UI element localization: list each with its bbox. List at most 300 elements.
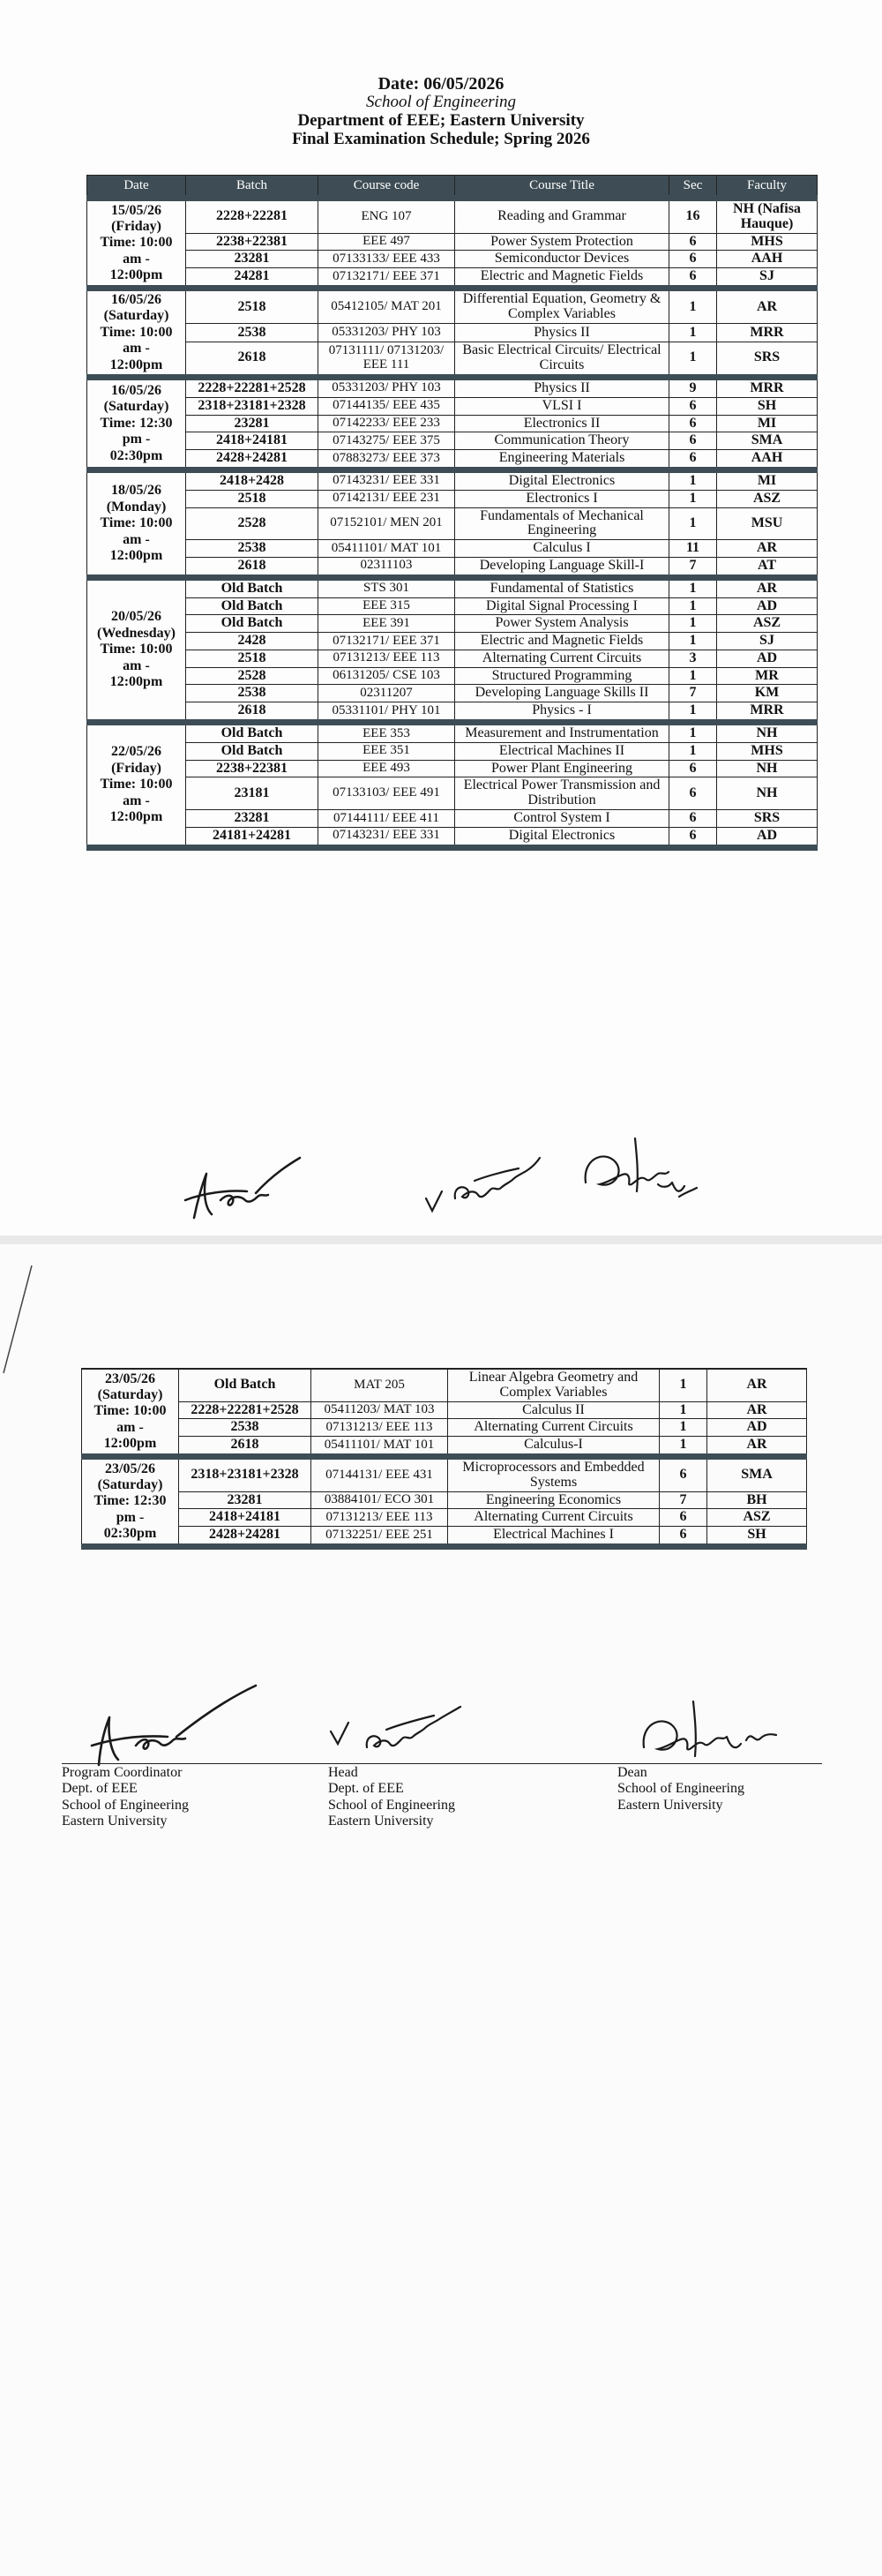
section-cell: 7 (669, 685, 717, 702)
batch-cell: 2618 (186, 702, 318, 723)
section-cell: 6 (669, 810, 717, 828)
column-header-course-code: Course code (318, 176, 455, 199)
section-cell: 1 (669, 342, 717, 377)
faculty-cell: SJ (717, 268, 818, 289)
faculty-cell: MRR (717, 702, 818, 723)
course-code-cell: 05411203/ MAT 103 (311, 1401, 448, 1419)
table-row (87, 199, 818, 234)
exam-date-line: am - (123, 792, 150, 808)
batch-cell: 2538 (186, 685, 318, 702)
faculty-cell: NH (717, 723, 818, 743)
exam-date-cell (87, 288, 186, 377)
batch-cell: 2318+23181+2328 (186, 397, 318, 415)
table-row (87, 432, 818, 450)
table-row (87, 810, 818, 828)
course-code-cell: 02311103 (318, 557, 455, 577)
exam-date-line: pm - (122, 432, 151, 447)
course-code-cell: 03884101/ ECO 301 (311, 1491, 448, 1509)
section-cell: 1 (669, 597, 717, 615)
course-title-cell: Digital Electronics (455, 827, 669, 847)
signatory-line: Eastern University (617, 1797, 723, 1813)
faculty-cell: AR (707, 1437, 807, 1457)
table-row (82, 1369, 807, 1401)
course-title-cell: Engineering Materials (455, 450, 669, 470)
faculty-cell: MHS (717, 233, 818, 251)
faculty-cell: AD (717, 650, 818, 667)
table-row (87, 827, 818, 847)
table-row (87, 251, 818, 268)
table-row (87, 667, 818, 685)
course-title-cell: Digital Signal Processing I (455, 597, 669, 615)
batch-cell: 2418+2428 (186, 469, 318, 490)
batch-cell: 2228+22281+2528 (179, 1401, 311, 1419)
section-cell: 1 (669, 702, 717, 723)
course-title-cell: Calculus II (448, 1401, 660, 1419)
faculty-cell: ASZ (707, 1509, 807, 1527)
table-row (87, 397, 818, 415)
table-row (87, 490, 818, 507)
course-code-cell: ENG 107 (318, 199, 455, 234)
batch-cell: 24181+24281 (186, 827, 318, 847)
batch-cell: 23281 (186, 415, 318, 432)
exam-date-line: am - (116, 1419, 144, 1435)
exam-date-cell (82, 1369, 179, 1456)
course-code-cell: 07883273/ EEE 373 (318, 450, 455, 470)
faculty-cell: AR (717, 577, 818, 597)
section-cell: 1 (660, 1419, 707, 1437)
course-title-cell: Communication Theory (455, 432, 669, 450)
course-title-cell: Microprocessors and Embedded Systems (448, 1456, 660, 1491)
batch-cell: 2518 (186, 288, 318, 323)
page-gap (0, 1235, 882, 1244)
section-cell: 16 (669, 199, 717, 234)
course-code-cell: 05412105/ MAT 201 (318, 288, 455, 323)
exam-date-line: 12:00pm (109, 357, 163, 372)
exam-slot-group (87, 723, 818, 848)
column-header-course-title: Course Title (455, 176, 669, 199)
scan-mark-icon (0, 1262, 35, 1377)
course-code-cell: EEE 391 (318, 615, 455, 633)
course-code-cell: 07132251/ EEE 251 (311, 1527, 448, 1547)
table-row (87, 288, 818, 323)
table-row (87, 415, 818, 432)
exam-date-line: Time: 10:00 (100, 777, 173, 792)
section-cell: 1 (669, 615, 717, 633)
section-cell: 6 (669, 251, 717, 268)
faculty-cell: NH (717, 760, 818, 777)
course-code-cell: 06131205/ CSE 103 (318, 667, 455, 685)
batch-cell: 2418+24181 (186, 432, 318, 450)
batch-cell: 2618 (186, 557, 318, 577)
faculty-cell: AR (717, 288, 818, 323)
schedule-page-1 (0, 0, 882, 1235)
table-row (87, 760, 818, 777)
course-title-cell: Calculus I (455, 540, 669, 558)
section-cell: 6 (669, 397, 717, 415)
course-title-cell: Structured Programming (455, 667, 669, 685)
course-title-cell: Linear Algebra Geometry and Complex Variables (448, 1369, 660, 1401)
faculty-cell: NH (Nafisa Hauque) (717, 199, 818, 234)
section-cell: 1 (669, 507, 717, 540)
exam-slot-group (87, 577, 818, 722)
exam-date-line: Time: 12:30 (100, 415, 173, 431)
faculty-cell: MRR (717, 324, 818, 342)
course-title-cell: Electrical Machines I (448, 1527, 660, 1547)
faculty-cell: MRR (717, 377, 818, 397)
course-title-cell: Semiconductor Devices (455, 251, 669, 268)
exam-date-line: (Saturday) (103, 308, 169, 324)
table-row (87, 324, 818, 342)
exam-date-line: Time: 10:00 (100, 515, 173, 531)
exam-date-line: (Saturday) (97, 1386, 163, 1402)
issue-date: Date: 06/05/2026 (377, 74, 505, 94)
section-cell: 11 (669, 540, 717, 558)
section-cell: 1 (669, 469, 717, 490)
faculty-cell: MSU (717, 507, 818, 540)
faculty-cell: MI (717, 415, 818, 432)
signatory-line: School of Engineering (62, 1797, 189, 1813)
course-code-cell: 07143231/ EEE 331 (318, 469, 455, 490)
table-row (82, 1401, 807, 1419)
course-title-cell: Calculus-I (448, 1437, 660, 1457)
faculty-cell: AAH (717, 450, 818, 470)
section-cell: 7 (669, 557, 717, 577)
course-code-cell: EEE 493 (318, 760, 455, 777)
exam-date-line: (Friday) (111, 218, 161, 234)
course-code-cell: 07142233/ EEE 233 (318, 415, 455, 432)
faculty-cell: SH (707, 1527, 807, 1547)
table-header (87, 176, 818, 199)
course-title-cell: Electronics I (455, 490, 669, 507)
course-title-cell: Developing Language Skill-I (455, 557, 669, 577)
table-row (82, 1491, 807, 1509)
faculty-cell: SMA (717, 432, 818, 450)
course-code-cell: 07152101/ MEN 201 (318, 507, 455, 540)
faculty-cell: SRS (717, 810, 818, 828)
table-row (82, 1437, 807, 1457)
exam-date-line: 22/05/26 (111, 744, 161, 760)
signatory-program-coordinator (62, 1765, 189, 1830)
faculty-cell: SRS (717, 342, 818, 377)
section-cell: 9 (669, 377, 717, 397)
exam-date-line: 16/05/26 (111, 382, 161, 398)
batch-cell: Old Batch (186, 723, 318, 743)
exam-date-cell (87, 199, 186, 289)
batch-cell: 2538 (186, 540, 318, 558)
section-cell: 6 (669, 233, 717, 251)
faculty-cell: AR (717, 540, 818, 558)
signatory-line: Dean (617, 1765, 647, 1780)
section-cell: 6 (669, 268, 717, 289)
batch-cell: 2428 (186, 633, 318, 650)
exam-date-line: 12:00pm (109, 547, 163, 563)
checkmark-icon (423, 1190, 445, 1214)
course-code-cell: 07144135/ EEE 435 (318, 397, 455, 415)
section-cell: 6 (669, 432, 717, 450)
exam-date-line: (Monday) (106, 499, 167, 514)
section-cell: 1 (669, 723, 717, 743)
signatory-line: Dept. of EEE (62, 1781, 138, 1797)
course-code-cell: 07144111/ EEE 411 (318, 810, 455, 828)
exam-slot-group (87, 288, 818, 377)
course-title-cell: VLSI I (455, 397, 669, 415)
exam-date-line: Time: 10:00 (93, 1403, 167, 1419)
faculty-cell: BH (707, 1491, 807, 1509)
exam-date-line: 12:00pm (103, 1436, 157, 1452)
table-row (87, 685, 818, 702)
signatory-line: School of Engineering (328, 1797, 455, 1813)
section-cell: 1 (669, 742, 717, 760)
batch-cell: 2418+24181 (179, 1509, 311, 1527)
batch-cell: 24281 (186, 268, 318, 289)
batch-cell: 2618 (186, 342, 318, 377)
exam-date-line: 12:00pm (109, 808, 163, 824)
table-row (87, 507, 818, 540)
section-cell: 1 (660, 1401, 707, 1419)
table-row (82, 1527, 807, 1547)
course-code-cell: EEE 351 (318, 742, 455, 760)
table-row (87, 650, 818, 667)
section-cell: 1 (669, 633, 717, 650)
course-title-cell: Physics II (455, 377, 669, 397)
table-row (82, 1456, 807, 1491)
batch-cell: 2538 (179, 1419, 311, 1437)
batch-cell: 2318+23181+2328 (179, 1456, 311, 1491)
exam-date-line: (Saturday) (103, 399, 169, 415)
batch-cell: 2528 (186, 667, 318, 685)
course-title-cell: Alternating Current Circuits (455, 650, 669, 667)
exam-date-line: 12:00pm (109, 673, 163, 689)
exam-date-line: (Wednesday) (97, 625, 176, 641)
section-cell: 3 (669, 650, 717, 667)
section-cell: 1 (669, 577, 717, 597)
course-code-cell: 07143231/ EEE 331 (318, 827, 455, 847)
batch-cell: 2238+22381 (186, 233, 318, 251)
table-row (87, 540, 818, 558)
faculty-cell: NH (717, 777, 818, 810)
course-code-cell: 07133103/ EEE 491 (318, 777, 455, 810)
batch-cell: Old Batch (186, 742, 318, 760)
table-row (87, 777, 818, 810)
table-row (87, 469, 818, 490)
signatory-line: School of Engineering (617, 1781, 744, 1797)
column-header-batch: Batch (186, 176, 318, 199)
table-row (87, 268, 818, 289)
exam-date-line: 23/05/26 (105, 1371, 155, 1386)
document-header (0, 74, 882, 149)
faculty-cell: MI (717, 469, 818, 490)
batch-cell: Old Batch (186, 597, 318, 615)
faculty-cell: AR (707, 1401, 807, 1419)
batch-cell: 2518 (186, 650, 318, 667)
course-title-cell: Fundamentals of Mechanical Engineering (455, 507, 669, 540)
course-code-cell: 07143275/ EEE 375 (318, 432, 455, 450)
course-code-cell: 07131111/ 07131203/ EEE 111 (318, 342, 455, 377)
exam-date-line: Time: 12:30 (93, 1493, 167, 1509)
school-name: School of Engineering (366, 93, 516, 111)
signature-dean-icon (632, 1694, 790, 1765)
course-code-cell: 07131213/ EEE 113 (311, 1509, 448, 1527)
table-row (87, 577, 818, 597)
table-row (87, 702, 818, 723)
section-cell: 6 (660, 1509, 707, 1527)
table-row (87, 615, 818, 633)
table-row (87, 342, 818, 377)
section-cell: 6 (669, 760, 717, 777)
signature-coordinator-icon (88, 1680, 265, 1769)
batch-cell: Old Batch (179, 1369, 311, 1401)
table-row (82, 1509, 807, 1527)
section-cell: 6 (669, 415, 717, 432)
signatory-line: Program Coordinator (62, 1765, 183, 1780)
course-title-cell: Engineering Economics (448, 1491, 660, 1509)
exam-slot-group (87, 199, 818, 289)
exam-date-cell (87, 577, 186, 722)
course-code-cell: 05331203/ PHY 103 (318, 377, 455, 397)
batch-cell: 2518 (186, 490, 318, 507)
section-cell: 6 (660, 1456, 707, 1491)
exam-schedule-table-continued (81, 1368, 807, 1550)
section-cell: 1 (669, 324, 717, 342)
exam-date-line: (Friday) (111, 760, 161, 776)
table-row (82, 1419, 807, 1437)
exam-slot-group (87, 377, 818, 469)
faculty-cell: SMA (707, 1456, 807, 1491)
faculty-cell: ASZ (717, 490, 818, 507)
signature-rule (62, 1763, 822, 1764)
course-code-cell: 07131213/ EEE 113 (311, 1419, 448, 1437)
signature-head-icon (448, 1145, 545, 1216)
course-title-cell: Measurement and Instrumentation (455, 723, 669, 743)
batch-cell: Old Batch (186, 577, 318, 597)
course-code-cell: EEE 353 (318, 723, 455, 743)
batch-cell: Old Batch (186, 615, 318, 633)
course-title-cell: Electrical Machines II (455, 742, 669, 760)
section-cell: 6 (660, 1527, 707, 1547)
faculty-cell: AD (717, 597, 818, 615)
exam-date-cell (82, 1456, 179, 1546)
faculty-cell: ASZ (717, 615, 818, 633)
course-title-cell: Physics - I (455, 702, 669, 723)
faculty-cell: AD (717, 827, 818, 847)
faculty-cell: MR (717, 667, 818, 685)
course-title-cell: Electrical Power Transmission and Distribution (455, 777, 669, 810)
schedule-title: Final Examination Schedule; Spring 2026 (292, 129, 590, 148)
signatory-line: Eastern University (328, 1814, 434, 1829)
signatory-dean (617, 1765, 744, 1814)
exam-date-line: 18/05/26 (111, 483, 161, 499)
faculty-cell: MHS (717, 742, 818, 760)
exam-date-line: am - (123, 531, 150, 547)
batch-cell: 2428+24281 (179, 1527, 311, 1547)
course-code-cell: EEE 497 (318, 233, 455, 251)
exam-schedule-table (86, 175, 818, 851)
course-title-cell: Differential Equation, Geometry & Complex Variables (455, 288, 669, 323)
course-code-cell: 07133133/ EEE 433 (318, 251, 455, 268)
course-title-cell: Electric and Magnetic Fields (455, 633, 669, 650)
exam-date-line: 02:30pm (109, 447, 163, 463)
batch-cell: 2228+22281+2528 (186, 377, 318, 397)
signatory-line: Head (328, 1765, 358, 1780)
table-row (87, 597, 818, 615)
course-code-cell: 05411101/ MAT 101 (311, 1437, 448, 1457)
table-row (87, 450, 818, 470)
section-cell: 1 (669, 288, 717, 323)
exam-date-line: 02:30pm (103, 1526, 157, 1542)
batch-cell: 2228+22281 (186, 199, 318, 234)
course-code-cell: EEE 315 (318, 597, 455, 615)
signatory-head (328, 1765, 455, 1830)
course-title-cell: Electronics II (455, 415, 669, 432)
course-code-cell: 05411101/ MAT 101 (318, 540, 455, 558)
course-code-cell: STS 301 (318, 577, 455, 597)
exam-date-line: 23/05/26 (105, 1461, 155, 1476)
exam-date-cell (87, 723, 186, 848)
course-title-cell: Power System Analysis (455, 615, 669, 633)
batch-cell: 2538 (186, 324, 318, 342)
batch-cell: 2238+22381 (186, 760, 318, 777)
exam-date-line: Time: 10:00 (100, 235, 173, 251)
signatory-line: Eastern University (62, 1814, 168, 1829)
faculty-cell: AAH (717, 251, 818, 268)
section-cell: 6 (669, 827, 717, 847)
course-title-cell: Reading and Grammar (455, 199, 669, 234)
signature-coordinator-icon (176, 1138, 309, 1227)
table-row (87, 723, 818, 743)
section-cell: 1 (669, 667, 717, 685)
faculty-cell: SJ (717, 633, 818, 650)
column-header-date: Date (87, 176, 186, 199)
course-title-cell: Physics II (455, 324, 669, 342)
table-row (87, 633, 818, 650)
column-header-faculty: Faculty (717, 176, 818, 199)
faculty-cell: AR (707, 1369, 807, 1401)
course-code-cell: 07132171/ EEE 371 (318, 268, 455, 289)
column-header-sec: Sec (669, 176, 717, 199)
exam-date-line: am - (123, 341, 150, 357)
table-row (87, 557, 818, 577)
exam-date-line: 12:00pm (109, 267, 163, 283)
signatory-line: Dept. of EEE (328, 1781, 404, 1797)
course-code-cell: 07132171/ EEE 371 (318, 633, 455, 650)
course-code-cell: 07144131/ EEE 431 (311, 1456, 448, 1491)
section-cell: 6 (669, 450, 717, 470)
batch-cell: 2618 (179, 1437, 311, 1457)
section-cell: 7 (660, 1491, 707, 1509)
section-cell: 1 (660, 1369, 707, 1401)
course-title-cell: Power Plant Engineering (455, 760, 669, 777)
signature-head-icon (360, 1703, 466, 1756)
course-title-cell: Control System I (455, 810, 669, 828)
course-title-cell: Developing Language Skills II (455, 685, 669, 702)
course-title-cell: Alternating Current Circuits (448, 1419, 660, 1437)
section-cell: 1 (669, 490, 717, 507)
exam-date-line: (Saturday) (97, 1476, 163, 1492)
table-row (87, 233, 818, 251)
course-code-cell: 07131213/ EEE 113 (318, 650, 455, 667)
course-code-cell: 07142131/ EEE 231 (318, 490, 455, 507)
exam-date-line: am - (123, 251, 150, 267)
course-title-cell: Alternating Current Circuits (448, 1509, 660, 1527)
course-title-cell: Digital Electronics (455, 469, 669, 490)
course-title-cell: Electric and Magnetic Fields (455, 268, 669, 289)
exam-date-line: Time: 10:00 (100, 642, 173, 657)
exam-date-line: Time: 10:00 (100, 324, 173, 340)
exam-date-cell (87, 377, 186, 469)
course-code-cell: 05331203/ PHY 103 (318, 324, 455, 342)
faculty-cell: AT (717, 557, 818, 577)
exam-date-line: am - (123, 657, 150, 673)
